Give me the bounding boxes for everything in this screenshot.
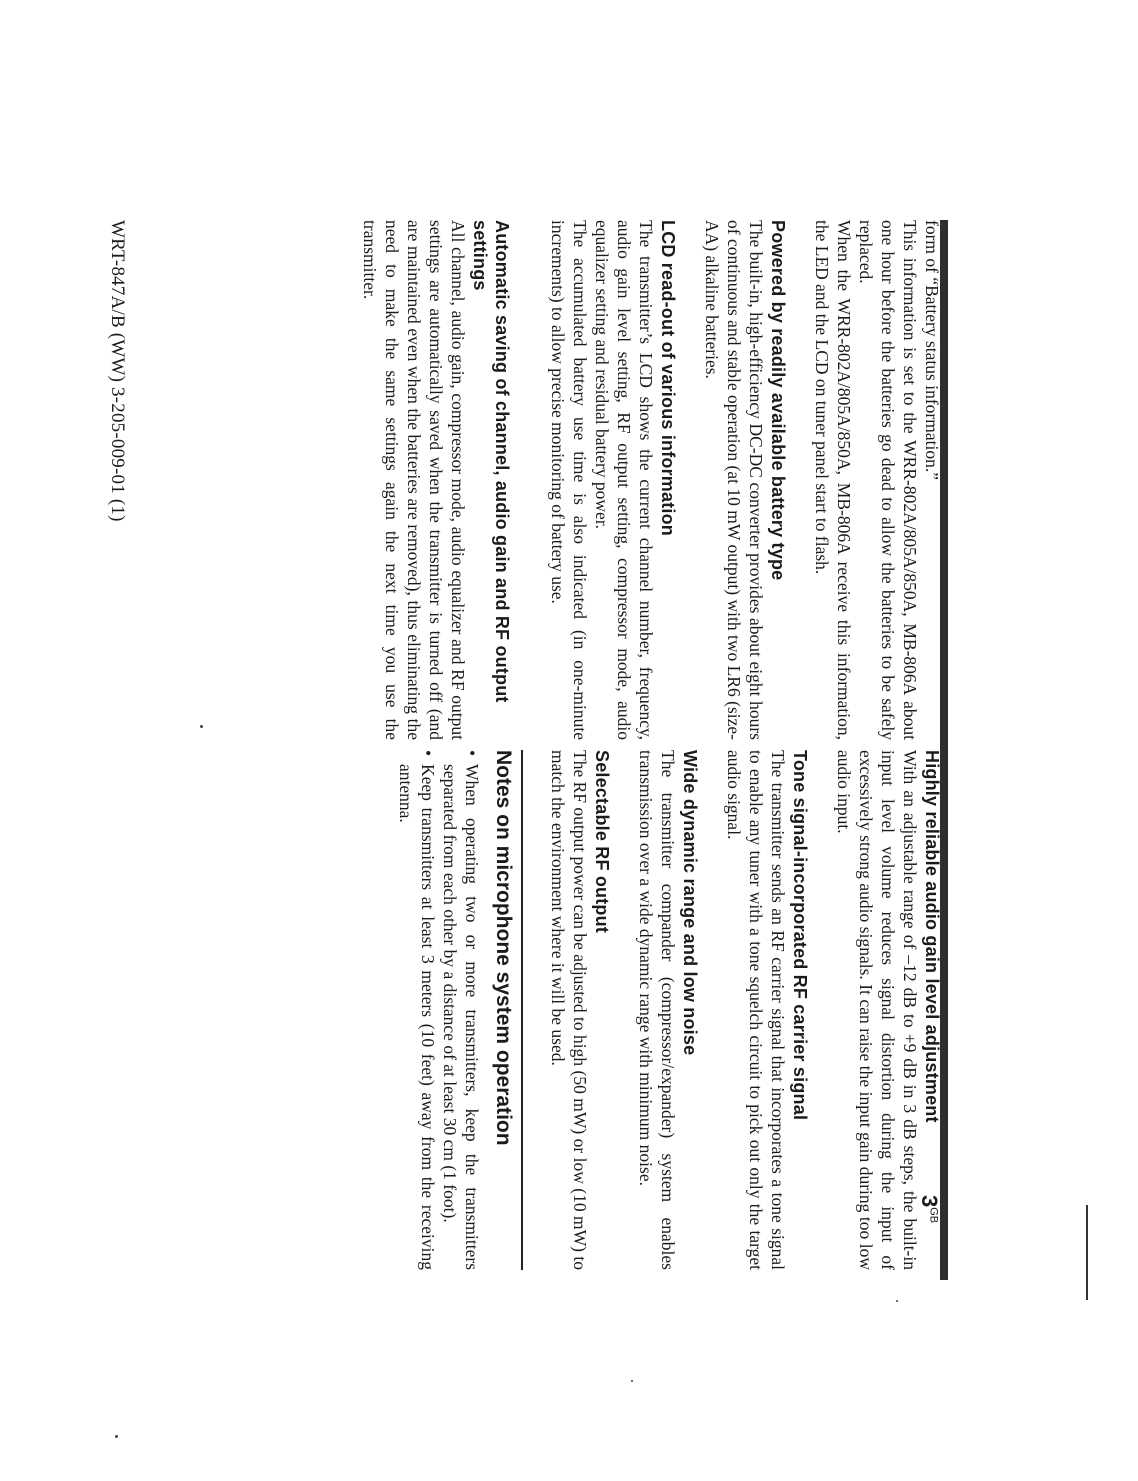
dynamic-range-heading: Wide dynamic range and low noise — [680, 750, 700, 1056]
page-number — [916, 1195, 942, 1223]
rf-output-heading: Selectable RF output — [592, 750, 612, 934]
footer-code: WRT-847A/B (WW) 3-205-009-01 (1) — [107, 220, 128, 522]
battery-body: The built-in, high-efficiency DC-DC converter provides about eight hours of continuous and stable operation (at 10 mW output) with two LR6 (size-AA) alkaline batteries. — [702, 220, 766, 740]
lcd-heading: LCD read-out of various information — [658, 220, 678, 537]
scan-speck — [115, 1435, 118, 1438]
page-number-suffix: GB — [927, 1207, 940, 1224]
page-number-value: 3 — [917, 1195, 942, 1208]
intro-line-1: form of “Battery status information.” — [922, 220, 942, 480]
notes-list — [395, 750, 483, 1270]
intro-line-3: When the WRR-802A/805A/850A, MB-806A receive this information, the LED and the LCD on tuner panel start to flash. — [812, 220, 854, 740]
notes-heading: Notes on microphone system operation — [489, 750, 523, 1270]
lcd-body-2: The accumulated battery use time is also indicated (in one-minute increments) to allow precise monitoring of battery use. — [548, 220, 590, 740]
notes-item-2: • Keep transmitters at least 3 meters (10 feet) away from the receiving antenna. — [395, 750, 439, 1270]
autosave-body: All channel, audio gain, compressor mode, audio equalizer and RF output settings are automatically saved when the transmitter is turned off (and are maintained even when the batteries are removed), thus eliminating the need to make the same settings again the next time you use the transmitter. — [360, 220, 468, 740]
scan-speck — [896, 1300, 898, 1302]
audio-gain-body: With an adjustable range of –12 dB to +9 dB in 3 dB steps, the built-in input level volume reduces signal distortion during the input of excessively strong audio signals. It can raise the input gain during too low audio input. — [834, 750, 920, 1270]
intro-line-2: This information is set to the WRR-802A/805A/850A, MB-806A about one hour before the batteries go dead to allow the batteries to be safely replaced. — [856, 220, 920, 740]
battery-heading: Powered by readily available battery type — [768, 220, 788, 581]
notes-item-1: • When operating two or more transmitters, keep the transmitters separated from each other by a distance of at least 30 cm (1 foot). — [439, 750, 483, 1270]
lcd-body-1: The transmitter’s LCD shows the current channel number, frequency, audio gain level setting, RF output setting, compressor mode, audio equalizer setting and residual battery power. — [592, 220, 656, 740]
tone-heading: Tone signal-incorporated RF carrier signal — [790, 750, 810, 1121]
scan-speck — [200, 725, 203, 728]
autosave-heading: Automatic saving of channel, audio gain and RF output settings — [470, 220, 512, 703]
rf-output-body: The RF output power can be adjusted to high (50 mW) or low (10 mW) to match the environment where it will be used. — [548, 750, 590, 1270]
left-column — [359, 220, 943, 740]
right-column — [395, 750, 943, 1270]
scan-speck — [631, 1380, 633, 1382]
margin-rule — [1086, 1205, 1088, 1300]
tone-body: The transmitter sends an RF carrier signal that incorporates a tone signal to enable any tuner with a tone squelch circuit to pick out only the target audio signal. — [724, 750, 788, 1270]
audio-gain-heading: Highly reliable audio gain level adjustment — [922, 750, 942, 1123]
dynamic-range-body: The transmitter compander (compressor/expander) system enables transmission over a wide dynamic range with minimum noise. — [636, 750, 678, 1270]
